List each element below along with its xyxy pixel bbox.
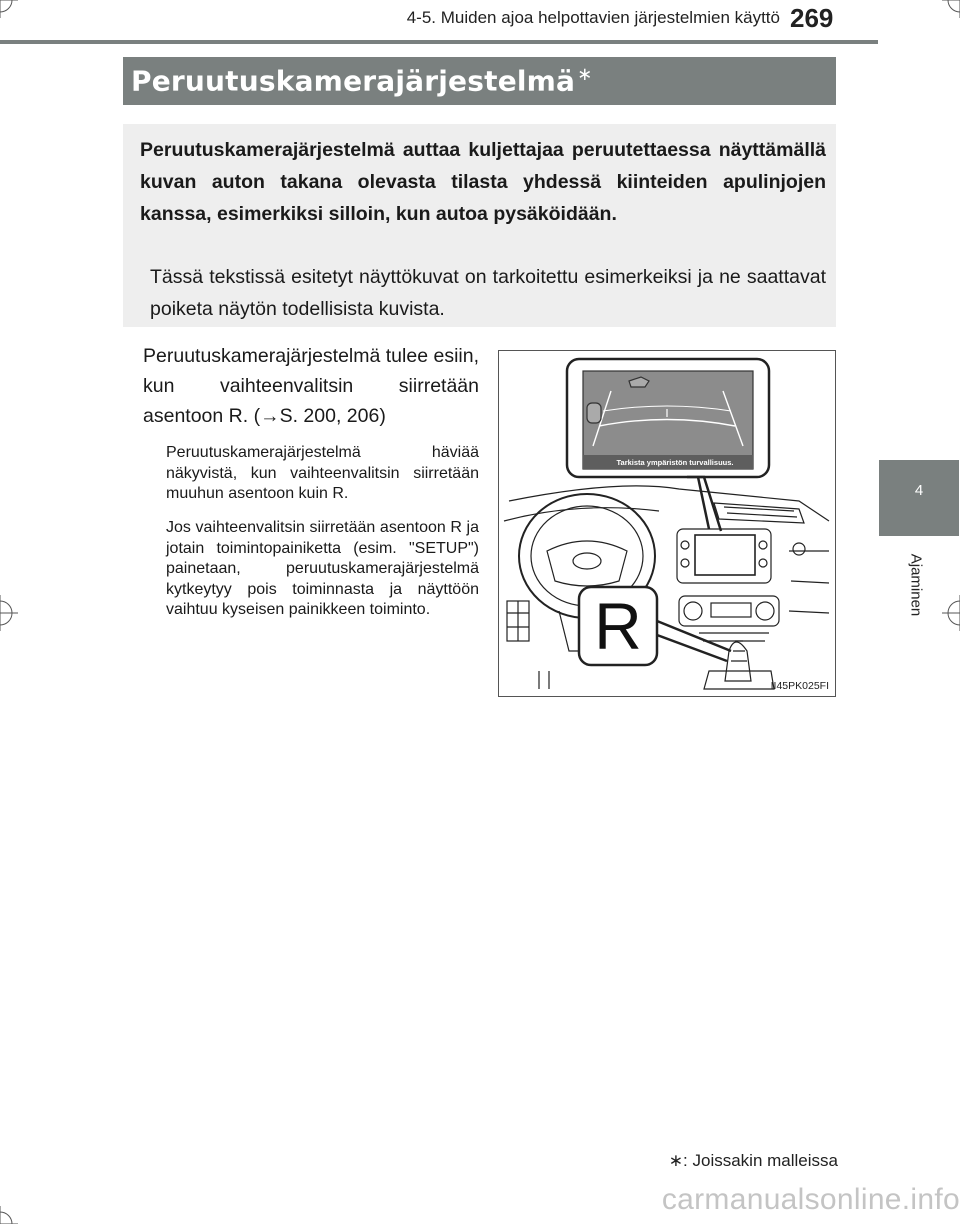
chapter-label-wrap	[896, 540, 936, 630]
registration-mark-top-right	[942, 0, 960, 18]
asterisk-marker: ∗	[577, 64, 593, 85]
intro-note: Tässä tekstissä esitetyt näyttökuvat on tarkoitettu esimerkeiksi ja ne saattavat poiketa näytön todellisista kuvista.	[150, 266, 826, 320]
chapter-number: 4	[914, 482, 924, 499]
section-title	[131, 64, 592, 97]
footnote	[656, 1151, 838, 1171]
registration-mark-bottom-left	[0, 1206, 18, 1224]
chapter-label: Ajaminen	[907, 553, 925, 617]
figure-code: II45PK025FI	[770, 680, 829, 692]
registration-mark-top-left	[0, 0, 18, 18]
center-display	[695, 535, 755, 575]
body-note-disappear: Peruutuskamerajärjestelmä häviää näkyvistä, kun vaihteenvalitsin siirretään muuhun asentoon kuin R.	[166, 444, 479, 502]
registration-mark-mid-right	[942, 595, 960, 631]
body-paragraph: Peruutuskamerajärjestelmä tulee esiin, kun vaihteenvalitsin siirretään asentoon R. (→S. 200, 206)	[143, 345, 479, 427]
section-title-bar	[123, 57, 836, 105]
intro-bold-paragraph: Peruutuskamerajärjestelmä auttaa kuljettajaa peruutettaessa näyttämällä kuvan auton takana olevasta tilasta yhdessä kiinteiden apulinjojen kanssa, esimerkiksi silloin, kun autoa pysäköidään.	[140, 139, 826, 225]
gear-r-letter: R	[594, 589, 642, 663]
dashboard-drawing	[499, 351, 836, 697]
section-title-text: Peruutuskamerajärjestelmä	[131, 64, 576, 98]
page-number: 269	[790, 3, 834, 33]
dashboard-illustration	[498, 350, 836, 697]
footnote-text: : Joissakin malleissa	[683, 1151, 838, 1170]
watermark: carmanualsonline.info	[661, 1183, 960, 1216]
chapter-tab	[879, 460, 959, 536]
body-note-setup: Jos vaihteenvalitsin siirretään asentoon R ja jotain toimintopainiketta (esim. "SETUP") painetaan, peruutuskamerajärjestelmä kytkeytyy pois toiminnasta ja näyttöön vaihtuu kyseisen painikkeen toiminto.	[166, 519, 479, 618]
header-rule	[0, 40, 878, 44]
registration-mark-mid-left	[0, 595, 18, 631]
running-header-section: 4-5. Muiden ajoa helpottavien järjestelmien käyttö	[406, 8, 780, 27]
camera-screen-caption: Tarkista ympäristön turvallisuus.	[616, 458, 734, 467]
footnote-marker: ∗	[668, 1151, 684, 1170]
intro-box	[123, 124, 836, 327]
